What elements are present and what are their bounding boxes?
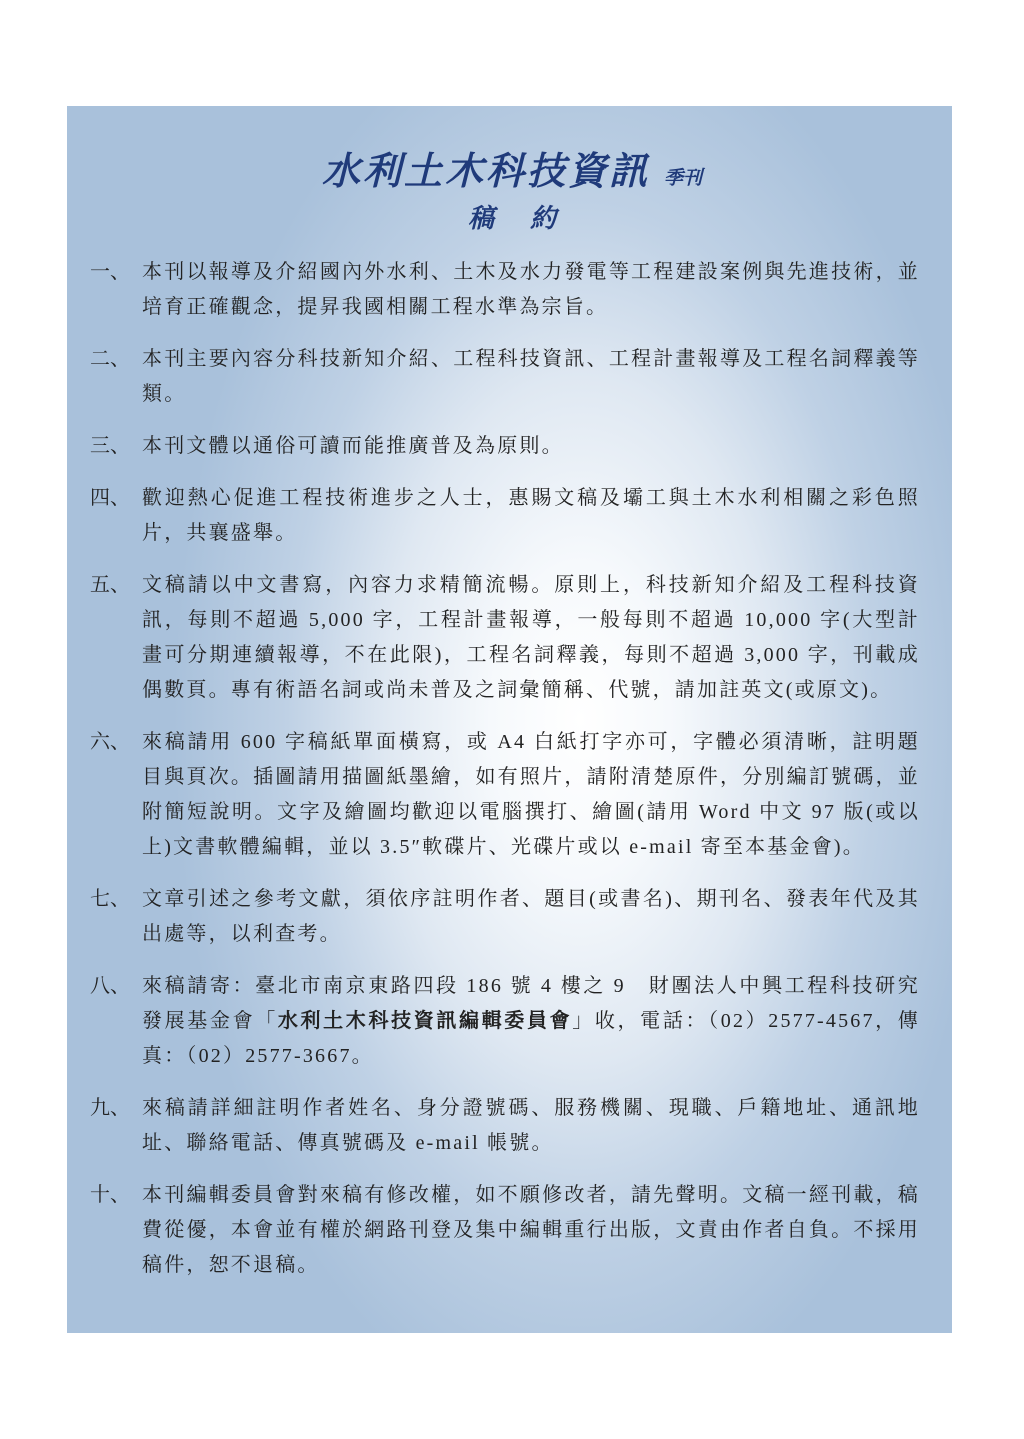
item-text: 文章引述之參考文獻，須依序註明作者、題目(或書名)、期刊名、發表年代及其出處等，以利查考。 xyxy=(142,888,920,945)
address-text: 來稿請寄：臺北市南京東路四段 186 號 4 樓之 9 財團法人中興工程科技研究發展基金會「 xyxy=(142,975,920,1032)
item-number: 六、 xyxy=(90,731,130,753)
list-item xyxy=(90,568,920,708)
item-text: 歡迎熱心促進工程技術進步之人士，惠賜文稿及壩工與土木水利相關之彩色照片，共襄盛舉。 xyxy=(142,487,920,544)
item-text: 本刊文體以通俗可讀而能推廣普及為原則。 xyxy=(142,435,564,457)
guidelines-list xyxy=(90,255,920,1300)
list-item xyxy=(90,481,920,551)
item-number: 五、 xyxy=(90,574,130,596)
journal-subtitle: 季刊 xyxy=(664,167,703,189)
list-item xyxy=(90,1178,920,1283)
item-number: 三、 xyxy=(90,435,130,457)
item-text: 本刊主要內容分科技新知介紹、工程科技資訊、工程計畫報導及工程名詞釋義等類。 xyxy=(142,348,920,405)
item-number: 二、 xyxy=(90,348,130,370)
item-text: 來稿請用 600 字稿紙單面橫寫，或 A4 白紙打字亦可，字體必須清晰，註明題目與頁次。插圖請用描圖紙墨繪，如有照片，請附清楚原件，分別編訂號碼，並附簡短說明。文字及繪圖均歡迎以電腦撰打、繪圖(請用 Word 中文 97 版(或以上)文書軟體編輯，並以 3.5″軟碟片、光碟片或以 e-mail 寄至本基金會)。 xyxy=(142,731,920,858)
list-item xyxy=(90,969,920,1074)
item-text xyxy=(142,969,920,1074)
item-text: 本刊以報導及介紹國內外水利、土木及水力發電等工程建設案例與先進技術，並培育正確觀念，提昇我國相關工程水準為宗旨。 xyxy=(142,261,920,318)
list-item xyxy=(90,1091,920,1161)
item-number: 八、 xyxy=(90,975,130,997)
item-text: 來稿請詳細註明作者姓名、身分證號碼、服務機關、現職、戶籍地址、通訊地址、聯絡電話、傳真號碼及 e-mail 帳號。 xyxy=(142,1097,920,1154)
list-item xyxy=(90,882,920,952)
item-number: 十、 xyxy=(90,1184,130,1206)
contact-text: 」收，電話：（02）2577-4567，傳真：（02）2577-3667。 xyxy=(142,1010,920,1067)
item-number: 一、 xyxy=(90,261,130,283)
list-item xyxy=(90,342,920,412)
section-heading: 稿約 xyxy=(467,204,592,234)
item-text: 本刊編輯委員會對來稿有修改權，如不願修改者，請先聲明。文稿一經刊載，稿費從優，本會並有權於網路刊登及集中編輯重行出版，文責由作者自負。不採用稿件，恕不退稿。 xyxy=(142,1184,920,1276)
title-row xyxy=(0,140,1024,193)
journal-title: 水利土木科技資訊 xyxy=(321,148,650,193)
list-item xyxy=(90,429,920,464)
item-number: 七、 xyxy=(90,888,130,910)
list-item xyxy=(90,255,920,325)
item-number: 九、 xyxy=(90,1097,130,1119)
item-number: 四、 xyxy=(90,487,130,509)
committee-name: 水利土木科技資訊編輯委員會 xyxy=(277,1010,573,1032)
list-item xyxy=(90,725,920,865)
item-text: 文稿請以中文書寫，內容力求精簡流暢。原則上，科技新知介紹及工程科技資訊，每則不超過 5,000 字，工程計畫報導，一般每則不超過 10,000 字(大型計畫可分期連續報導，不在此限)，工程名詞釋義，每則不超過 3,000 字，刊載成偶數頁。專有術語名詞或尚未普及之詞彙簡稱、代號，請加註英文(或原文)。 xyxy=(142,574,920,701)
